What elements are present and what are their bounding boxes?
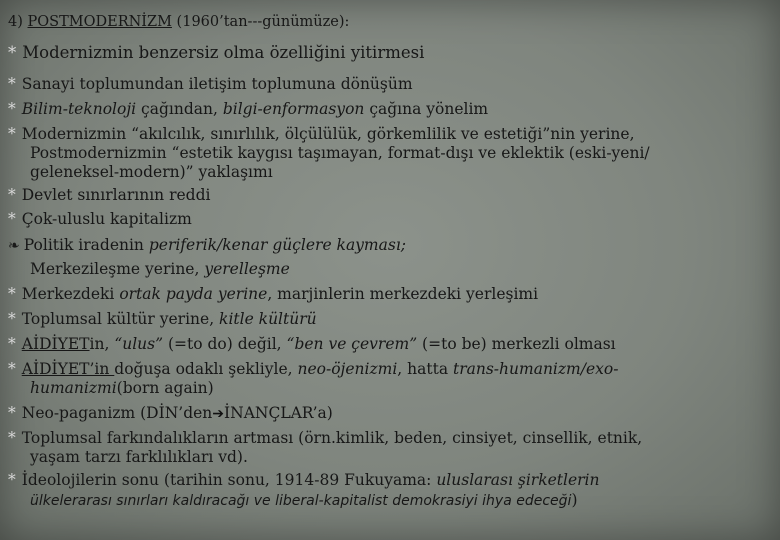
bullet-10-text-3: (=to be) merkezli olması	[417, 335, 616, 353]
bullet-6-text: Çok-uluslu kapitalizm	[21, 210, 192, 228]
bullet-6	[8, 210, 192, 228]
bullet-14	[8, 471, 599, 489]
leaf-bullet-icon: ❧	[8, 238, 20, 254]
bullet-10-text-1: in,	[89, 335, 115, 353]
bullet-13-line-2: yaşam tarzı farklılıkları vd).	[30, 448, 248, 466]
heading-number: 4)	[8, 14, 23, 30]
bullet-11-italic-2: trans-humanizm/exo-	[452, 360, 619, 378]
bullet-11-underlined: AİDİYET’in	[21, 360, 115, 378]
asterisk-icon: *	[8, 210, 16, 228]
bullet-14-line-2	[30, 491, 578, 510]
heading-period: (1960’tan---günümüze):	[171, 14, 350, 30]
bullet-9-text: Toplumsal kültür yerine,	[21, 310, 220, 328]
bullet-10	[8, 335, 616, 353]
bullet-1-text: Modernizmin benzersiz olma özelliğini yitirmesi	[22, 43, 425, 62]
asterisk-icon: *	[8, 186, 16, 204]
bullet-2	[8, 75, 413, 93]
bullet-4-line-1: Modernizmin “akılcılık, sınırlılık, ölçülülük, görkemlilik ve estetiği”nin yerine,	[21, 125, 635, 143]
arrow-right-icon: ➔	[212, 406, 225, 422]
heading-title: POSTMODERNİZM	[27, 14, 172, 30]
bullet-7-italic-2: yerelleşme	[204, 260, 290, 278]
bullet-11-line-2	[30, 379, 214, 397]
bullet-14-text-1: İdeolojilerin sonu (tarihin sonu, 1914-89 Fukuyama:	[21, 471, 437, 489]
bullet-7-text-1: Politik iradenin	[23, 236, 149, 254]
asterisk-icon: *	[8, 125, 16, 143]
asterisk-icon: *	[8, 360, 16, 378]
bullet-5-text: Devlet sınırlarının reddi	[21, 186, 211, 204]
bullet-11-italic-1: neo-öjenizmi	[297, 360, 398, 378]
asterisk-icon: *	[8, 471, 16, 489]
bullet-8-italic: ortak payda yerine	[119, 285, 268, 303]
asterisk-icon: *	[8, 43, 17, 62]
section-heading	[8, 13, 349, 31]
bullet-12-text-1: Neo-paganizm (DİN’den	[21, 404, 213, 422]
bullet-11-italic-3: humanizmi	[30, 379, 117, 397]
bullet-13	[8, 429, 642, 447]
bullet-4-line-2: Postmodernizmin “estetik kaygısı taşımayan, format-dışı ve eklektik (eski-yeni/	[30, 144, 650, 162]
bullet-10-text-2: (=to do) değil,	[163, 335, 287, 353]
asterisk-icon: *	[8, 75, 16, 93]
bullet-14-text-2: )	[571, 491, 578, 509]
bullet-7	[8, 236, 406, 255]
bullet-7-text-2: Merkezileşme yerine,	[30, 260, 205, 278]
bullet-3-text-2: çağına yönelim	[364, 100, 489, 118]
bullet-3-italic-1: Bilim-teknoloji	[21, 100, 137, 118]
asterisk-icon: *	[8, 310, 16, 328]
bullet-3	[8, 100, 488, 118]
asterisk-icon: *	[8, 404, 16, 422]
asterisk-icon: *	[8, 285, 16, 303]
bullet-12-text-2: İNANÇLAR’a)	[224, 404, 333, 422]
asterisk-icon: *	[8, 100, 16, 118]
bullet-8	[8, 285, 538, 303]
bullet-10-italic-2: “ben ve çevrem”	[286, 335, 418, 353]
bullet-14-italic-2: ülkelerarası sınırları kaldıracağı ve liberal-kapitalist demokrasiyi ihya edeceği	[30, 493, 572, 509]
bullet-10-underlined: AİDİYET	[21, 335, 90, 353]
bullet-9-italic: kitle kültürü	[219, 310, 317, 328]
bullet-4-line-3: geleneksel-modern)” yaklaşımı	[30, 163, 273, 181]
bullet-10-italic-1: “ulus”	[114, 335, 164, 353]
bullet-5	[8, 186, 210, 204]
bullet-1	[8, 44, 424, 62]
bullet-3-text-1: çağından,	[136, 100, 223, 118]
bullet-14-italic-1: uluslarası şirketlerin	[436, 471, 600, 489]
bullet-12	[8, 404, 333, 423]
bullet-11	[8, 360, 618, 378]
bullet-11-text-2: , hatta	[397, 360, 453, 378]
bullet-7-line-2	[30, 260, 290, 278]
bullet-11-text-3: (born again)	[116, 379, 214, 397]
bullet-3-italic-2: bilgi-enformasyon	[222, 100, 365, 118]
bullet-7-italic-1: periferik/kenar güçlere kayması;	[148, 236, 407, 254]
bullet-4	[8, 125, 635, 143]
bullet-9	[8, 310, 317, 328]
bullet-8-text-1: Merkezdeki	[21, 285, 120, 303]
bullet-13-line-1: Toplumsal farkındalıkların artması (örn.kimlik, beden, cinsiyet, cinsellik, etnik,	[21, 429, 643, 447]
bullet-8-text-2: , marjinlerin merkezdeki yerleşimi	[267, 285, 539, 303]
asterisk-icon: *	[8, 335, 16, 353]
bullet-2-text: Sanayi toplumundan iletişim toplumuna dönüşüm	[21, 75, 413, 93]
bullet-11-text-1: doğuşa odaklı şekliyle,	[114, 360, 298, 378]
asterisk-icon: *	[8, 429, 16, 447]
